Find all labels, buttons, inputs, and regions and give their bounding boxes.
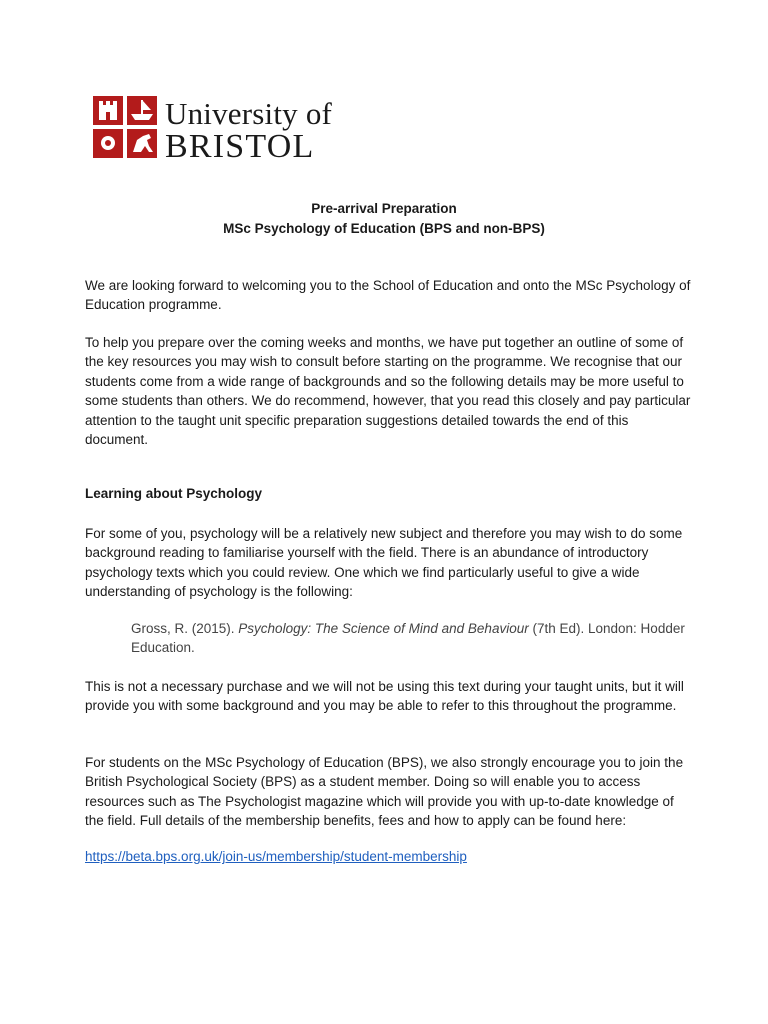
reference-author: Gross, R. (2015). — [131, 621, 235, 636]
psychology-paragraph: For some of you, psychology will be a relatively new subject and therefore you may wish to do some background reading to familiarise yourself with the field. There is an abundance of introductory psychology texts which you could review. One which we find particularly useful to give a wide understanding of psychology is the following: — [85, 526, 683, 600]
reference-details: (7th Ed). London: Hodder Education. — [131, 621, 685, 656]
wordmark-line-2: BRISTOL — [165, 128, 315, 165]
purchase-paragraph: This is not a necessary purchase and we will not be using this text during your taught units, but it will provide you with some background and you may be able to refer to this throughout the programme. — [85, 679, 684, 714]
university-wordmark — [165, 98, 332, 164]
preparation-paragraph: To help you prepare over the coming weeks and months, we have put together an outline of some of the key resources you may wish to consult before starting on the programme. We recognise that our students come from a wide range of backgrounds and so the following details may be more useful to some students than others. We do recommend, however, that you read this closely and pay particular attention to the taught unit specific preparation suggestions detailed towards the end of this document. — [85, 335, 691, 448]
university-crest-icon — [93, 96, 157, 158]
bps-paragraph: For students on the MSc Psychology of Education (BPS), we also strongly encourage you to join the British Psychological Society (BPS) as a student member. Doing so will enable you to access resources such as The Psychologist magazine which will provide you with up-to-date knowledge of the field. Full details of the membership benefits, fees and how to apply can be found here: — [85, 755, 684, 829]
intro-paragraph: We are looking forward to welcoming you to the School of Education and onto the MSc Psychology of Education programme. — [85, 278, 691, 313]
bps-membership-link[interactable]: https://beta.bps.org.uk/join-us/membership/student-membership — [85, 849, 467, 864]
section-heading: Learning about Psychology — [85, 486, 263, 501]
book-reference — [131, 619, 691, 658]
wordmark-line-1: University of — [165, 96, 333, 131]
reference-title: Psychology: The Science of Mind and Behaviour — [238, 621, 529, 636]
document-subtitle: MSc Psychology of Education (BPS and non-BPS) — [223, 221, 545, 236]
document-title: Pre-arrival Preparation — [311, 201, 457, 216]
university-logo — [93, 96, 332, 164]
